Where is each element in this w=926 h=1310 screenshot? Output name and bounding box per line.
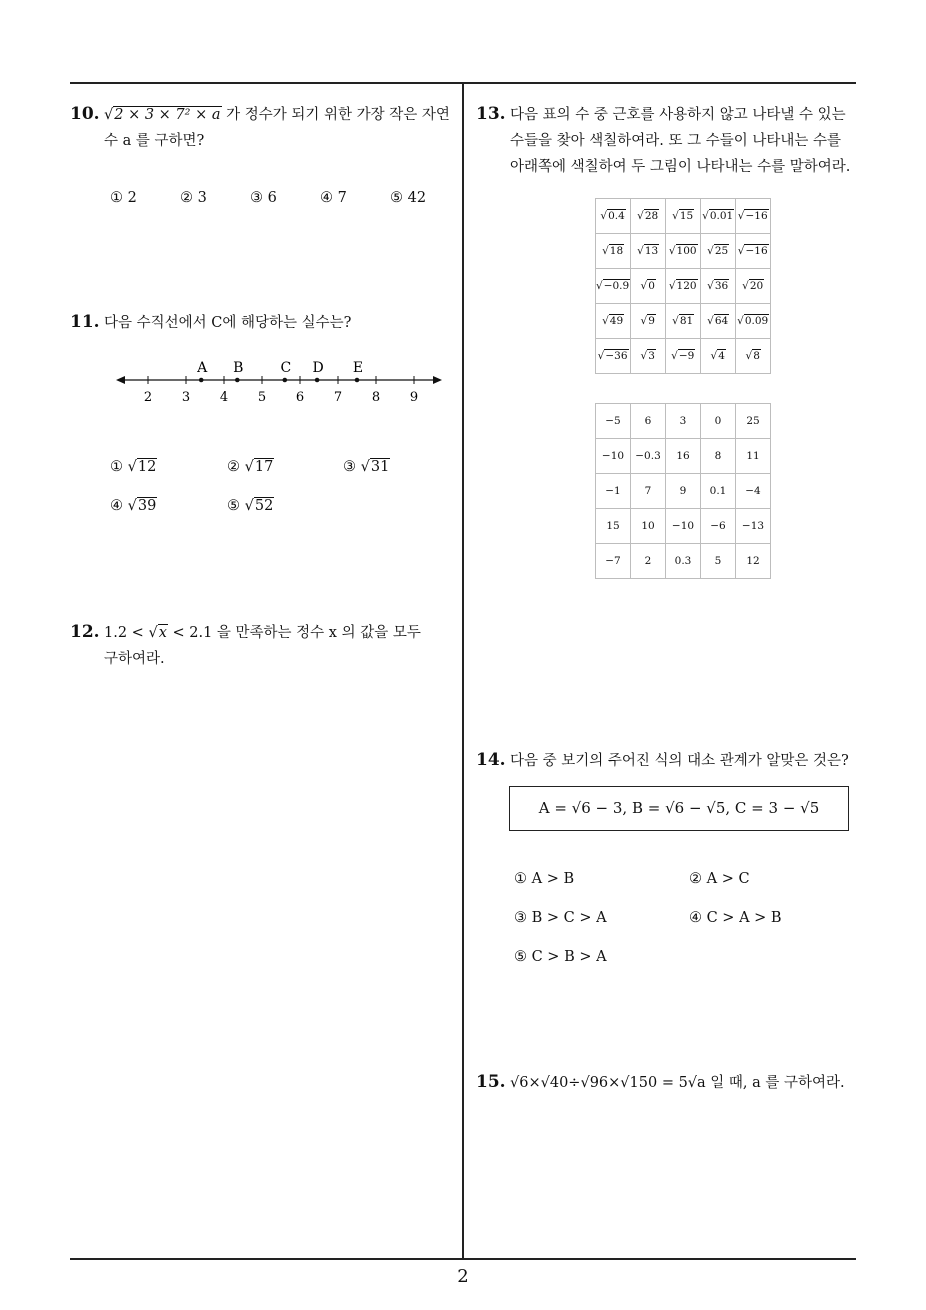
grid-cell[interactable]: −0.3	[631, 439, 666, 474]
grid-cell[interactable]: √28	[631, 199, 666, 234]
point-c	[283, 378, 288, 383]
choice-1[interactable]: ① A > B	[514, 871, 575, 887]
grid-row	[596, 199, 771, 234]
grid-cell[interactable]: −10	[666, 509, 701, 544]
tick-label: 7	[333, 390, 343, 405]
point-a	[199, 378, 204, 383]
grid-row	[596, 304, 771, 339]
question-number: 14.	[476, 750, 506, 770]
grid-cell[interactable]: √0.01	[701, 199, 736, 234]
grid-row	[596, 439, 771, 474]
grid-cell[interactable]: √36	[701, 269, 736, 304]
grid-cell[interactable]: √100	[666, 234, 701, 269]
choice-1[interactable]: ① 2	[110, 190, 137, 206]
grid-cell[interactable]: 5	[701, 544, 736, 579]
grid-cell[interactable]: √13	[631, 234, 666, 269]
point-label: C	[280, 360, 292, 376]
grid-cell[interactable]: −10	[596, 439, 631, 474]
grid-cell[interactable]: √81	[666, 304, 701, 339]
column-divider	[462, 83, 464, 1259]
grid-cell[interactable]: √0	[631, 269, 666, 304]
grid-cell[interactable]: √−16	[736, 234, 771, 269]
grid-cell[interactable]: 3	[666, 404, 701, 439]
choice-5[interactable]: ⑤ C > B > A	[514, 949, 607, 965]
tick-label: 8	[371, 390, 381, 405]
point-label: A	[197, 360, 208, 376]
question-14	[476, 748, 861, 774]
grid-cell[interactable]: 9	[666, 474, 701, 509]
choice-2[interactable]: ② A > C	[689, 871, 750, 887]
grid-cell[interactable]: 12	[736, 544, 771, 579]
grid-row	[596, 544, 771, 579]
grid-cell[interactable]: √49	[596, 304, 631, 339]
choice-2[interactable]: ② √17	[227, 459, 274, 475]
grid-cell[interactable]: −5	[596, 404, 631, 439]
tick-label: 4	[219, 390, 229, 405]
choice-4[interactable]: ④ √39	[110, 498, 157, 514]
choice-3[interactable]: ③ B > C > A	[514, 910, 607, 926]
grid-cell[interactable]: √15	[666, 199, 701, 234]
question-10	[70, 102, 460, 154]
grid-cell[interactable]: −13	[736, 509, 771, 544]
grid-cell[interactable]: 2	[631, 544, 666, 579]
choice-2[interactable]: ② 3	[180, 190, 207, 206]
point-label: D	[312, 360, 324, 376]
question-11	[70, 310, 460, 336]
grid-row	[596, 234, 771, 269]
grid-row	[596, 474, 771, 509]
grid-row	[596, 339, 771, 374]
point-d	[315, 378, 320, 383]
grid-cell[interactable]: 0	[701, 404, 736, 439]
tick-label: 9	[409, 390, 419, 405]
number-line-graphic	[116, 356, 446, 406]
grid-cell[interactable]: √20	[736, 269, 771, 304]
choice-5[interactable]: ⑤ √52	[227, 498, 274, 514]
question-number: 10.	[70, 104, 100, 124]
grid-cell[interactable]: 7	[631, 474, 666, 509]
grid-cell[interactable]: √−16	[736, 199, 771, 234]
question-13: 13. 다음 표의 수 중 근호를 사용하지 않고 나타낼 수 있는 수들을 찾아 색칠하여라. 또 그 수들이 나타내는 수를 아래쪽에 색칠하여 두 그림이 나타내는 수를 말하여라.	[476, 102, 861, 180]
grid-cell[interactable]: √3	[631, 339, 666, 374]
question-number: 15.	[476, 1072, 506, 1092]
choice-1[interactable]: ① √12	[110, 459, 157, 475]
grid-cell[interactable]: −1	[596, 474, 631, 509]
number-line	[116, 356, 446, 406]
grid-cell[interactable]: −6	[701, 509, 736, 544]
grid-cell[interactable]: 16	[666, 439, 701, 474]
grid-row	[596, 509, 771, 544]
question-number: 13.	[476, 104, 506, 124]
grid-cell[interactable]: √−36	[596, 339, 631, 374]
grid-cell[interactable]: 11	[736, 439, 771, 474]
choice-5[interactable]: ⑤ 42	[390, 190, 427, 206]
page-number: 2	[457, 1266, 469, 1287]
question-text: 다음 중 보기의 주어진 식의 대소 관계가 알맞은 것은?	[510, 753, 849, 769]
choice-4[interactable]: ④ C > A > B	[689, 910, 782, 926]
radical-x: √x	[148, 625, 167, 641]
grid-cell[interactable]: √25	[701, 234, 736, 269]
choice-3[interactable]: ③ √31	[343, 459, 390, 475]
question-12: 12. 1.2 < √x < 2.1 을 만족하는 정수 x 의 값을 모두 구하여라.	[70, 620, 460, 672]
grid-cell[interactable]: √−9	[666, 339, 701, 374]
grid-cell[interactable]: 0.1	[701, 474, 736, 509]
grid-cell[interactable]: 6	[631, 404, 666, 439]
grid-row	[596, 269, 771, 304]
grid-cell[interactable]: √120	[666, 269, 701, 304]
point-label: E	[352, 360, 364, 376]
grid-cell[interactable]: √−0.9	[596, 269, 631, 304]
question-text: 다음 수직선에서 C에 해당하는 실수는?	[104, 315, 352, 331]
question-15: 15. √6×√40÷√96×√150 = 5√a 일 때, a 를 구하여라.	[476, 1070, 861, 1096]
question-number: 11.	[70, 312, 100, 332]
grid-cell[interactable]: √18	[596, 234, 631, 269]
grid-cell[interactable]: −7	[596, 544, 631, 579]
question-text: 가 정수가 되기 위한 가장 작은 자연	[226, 107, 450, 123]
question-text-line2: 수 a 를 구하면?	[104, 133, 205, 149]
given-box: A = √6 − 3, B = √6 − √5, C = 3 − √5	[509, 786, 849, 831]
grid-cell[interactable]: √0.09	[736, 304, 771, 339]
grid-cell[interactable]: √8	[736, 339, 771, 374]
choice-4[interactable]: ④ 7	[320, 190, 347, 206]
sqrt-grid	[595, 198, 771, 374]
point-b	[235, 378, 240, 383]
grid-row	[596, 404, 771, 439]
grid-cell[interactable]: 15	[596, 509, 631, 544]
tick-label: 5	[257, 390, 267, 405]
grid-cell[interactable]: √64	[701, 304, 736, 339]
tick-label: 6	[295, 390, 305, 405]
grid-cell[interactable]: −4	[736, 474, 771, 509]
grid-cell[interactable]: 10	[631, 509, 666, 544]
grid-cell[interactable]: √4	[701, 339, 736, 374]
tick-label: 2	[143, 390, 153, 405]
grid-cell[interactable]: 8	[701, 439, 736, 474]
grid-cell[interactable]: 0.3	[666, 544, 701, 579]
point-label: B	[233, 360, 244, 376]
question-number: 12.	[70, 622, 100, 642]
expression: √6×√40÷√96×√150 = 5√a	[510, 1075, 706, 1091]
bottom-rule	[70, 1258, 856, 1260]
grid-cell[interactable]: √0.4	[596, 199, 631, 234]
grid-cell[interactable]: 25	[736, 404, 771, 439]
tick-label: 3	[181, 390, 191, 405]
number-grid	[595, 403, 771, 579]
point-e	[355, 378, 360, 383]
radical-expression: √2 × 3 × 7² × a	[104, 107, 221, 123]
choice-3[interactable]: ③ 6	[250, 190, 277, 206]
grid-cell[interactable]: √9	[631, 304, 666, 339]
